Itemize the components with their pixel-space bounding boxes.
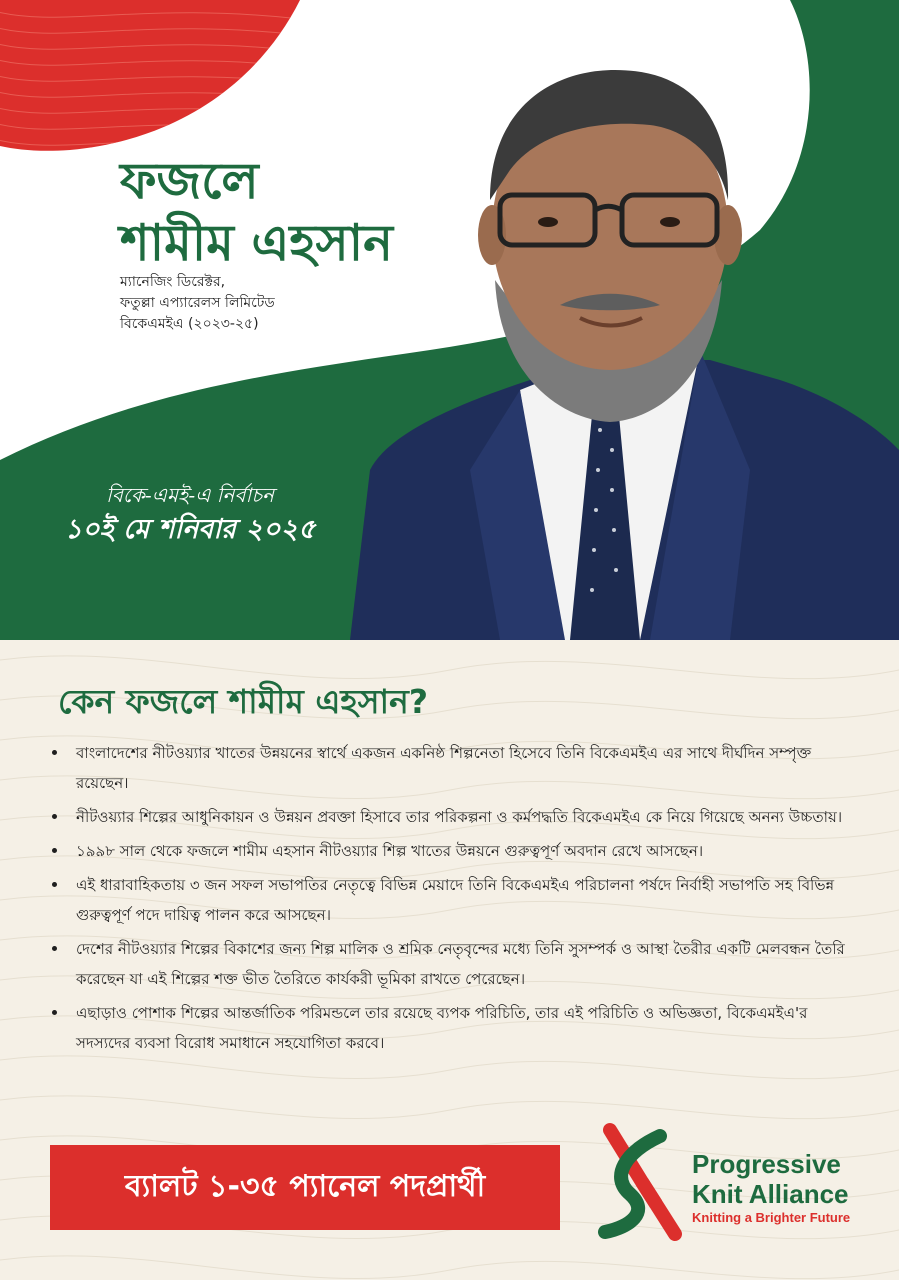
list-item-text: নীটওয়্যার শিল্পের আধুনিকায়ন ও উন্নয়ন প্রবক্তা হিসাবে তার পরিকল্পনা ও কর্মপদ্ধতি বিকেএমইএ কে নিয়ে গিয়েছে অনন্য উচ্চতায়।	[76, 808, 843, 826]
ballot-banner: ব্যালট ১-৩৫ প্যানেল পদপ্রার্থী	[50, 1145, 560, 1230]
logo-text	[692, 1149, 850, 1227]
interlocked-knot-logo-icon	[590, 1122, 685, 1242]
logo-tagline: Knitting a Brighter Future	[692, 1210, 851, 1225]
logo-line-2: Knit Alliance	[692, 1179, 849, 1209]
role-line-1: ম্যানেজিং ডিরেক্টর,	[120, 274, 226, 290]
info-section	[0, 640, 899, 1280]
role-line-3: বিকেএমইএ (২০২৩-২৫)	[120, 316, 259, 332]
section-title: কেন ফজলে শামীম এহসান?	[58, 682, 428, 721]
election-info	[40, 480, 340, 550]
bullet-icon	[52, 1010, 57, 1015]
party-logo	[590, 1122, 890, 1242]
list-item	[52, 836, 852, 866]
list-item	[52, 738, 852, 798]
bullet-icon	[52, 946, 57, 951]
list-item	[52, 934, 852, 994]
election-date: ১০ই মে শনিবার ২০২৫	[64, 514, 316, 545]
name-line-1: ফজলে	[120, 152, 259, 210]
logo-line-1: Progressive	[692, 1149, 841, 1179]
candidate-portrait	[350, 50, 899, 640]
bullet-icon	[52, 814, 57, 819]
election-title: বিকে-এমই-এ নির্বাচন	[105, 483, 274, 507]
candidate-name	[120, 150, 393, 274]
list-item	[52, 802, 852, 832]
list-item-text: এছাড়াও পোশাক শিল্পের আন্তর্জাতিক পরিমন্ডলে তার রয়েছে ব্যপক পরিচিতি, তার এই পরিচিতি ও অভিজ্ঞতা, বিকেএমইএ'র সদস্যদের ব্যবসা বিরোধ সমাধানে সহযোগিতা করবে।	[76, 1004, 808, 1052]
role-line-2: ফতুল্লা এপ্যারেলস লিমিটেড	[120, 295, 275, 311]
name-line-2: শামীম এহসান	[120, 214, 393, 272]
list-item-text: বাংলাদেশের নীটওয়্যার খাতের উন্নয়নের স্বার্থে একজন একনিষ্ঠ শিল্পনেতা হিসেবে তিনি বিকেএমইএ এর সাথে দীর্ঘদিন সম্পৃক্ত রয়েছেন।	[76, 744, 812, 792]
list-item-text: ১৯৯৮ সাল থেকে ফজলে শামীম এহসান নীটওয়্যার শিল্প খাতের উন্নয়নে গুরুত্বপূর্ণ অবদান রেখে আসছেন।	[76, 842, 704, 860]
list-item	[52, 998, 852, 1058]
list-item-text: দেশের নীটওয়্যার শিল্পের বিকাশের জন্য শিল্প মালিক ও শ্রমিক নেতৃবৃন্দের মধ্যে তিনি সুসম্পর্ক ও আস্থা তৈরীর একটি মেলবন্ধন তৈরি করেছেন যা এই শিল্পের শক্ত ভীত তৈরিতে কার্যকরী ভূমিকা রাখতে পেরেছেন।	[76, 940, 845, 988]
bullet-icon	[52, 882, 57, 887]
reasons-list	[52, 738, 852, 1062]
candidate-role	[120, 272, 275, 335]
list-item	[52, 870, 852, 930]
bullet-icon	[52, 750, 57, 755]
list-item-text: এই ধারাবাহিকতায় ৩ জন সফল সভাপতির নেতৃত্বে বিভিন্ন মেয়াদে তিনি বিকেএমইএ পরিচালনা পর্ষদে নির্বাহী সভাপতি সহ বিভিন্ন গুরুত্বপূর্ণ পদে দায়িত্ব পালন করে আসছেন।	[76, 876, 835, 924]
bullet-icon	[52, 848, 57, 853]
